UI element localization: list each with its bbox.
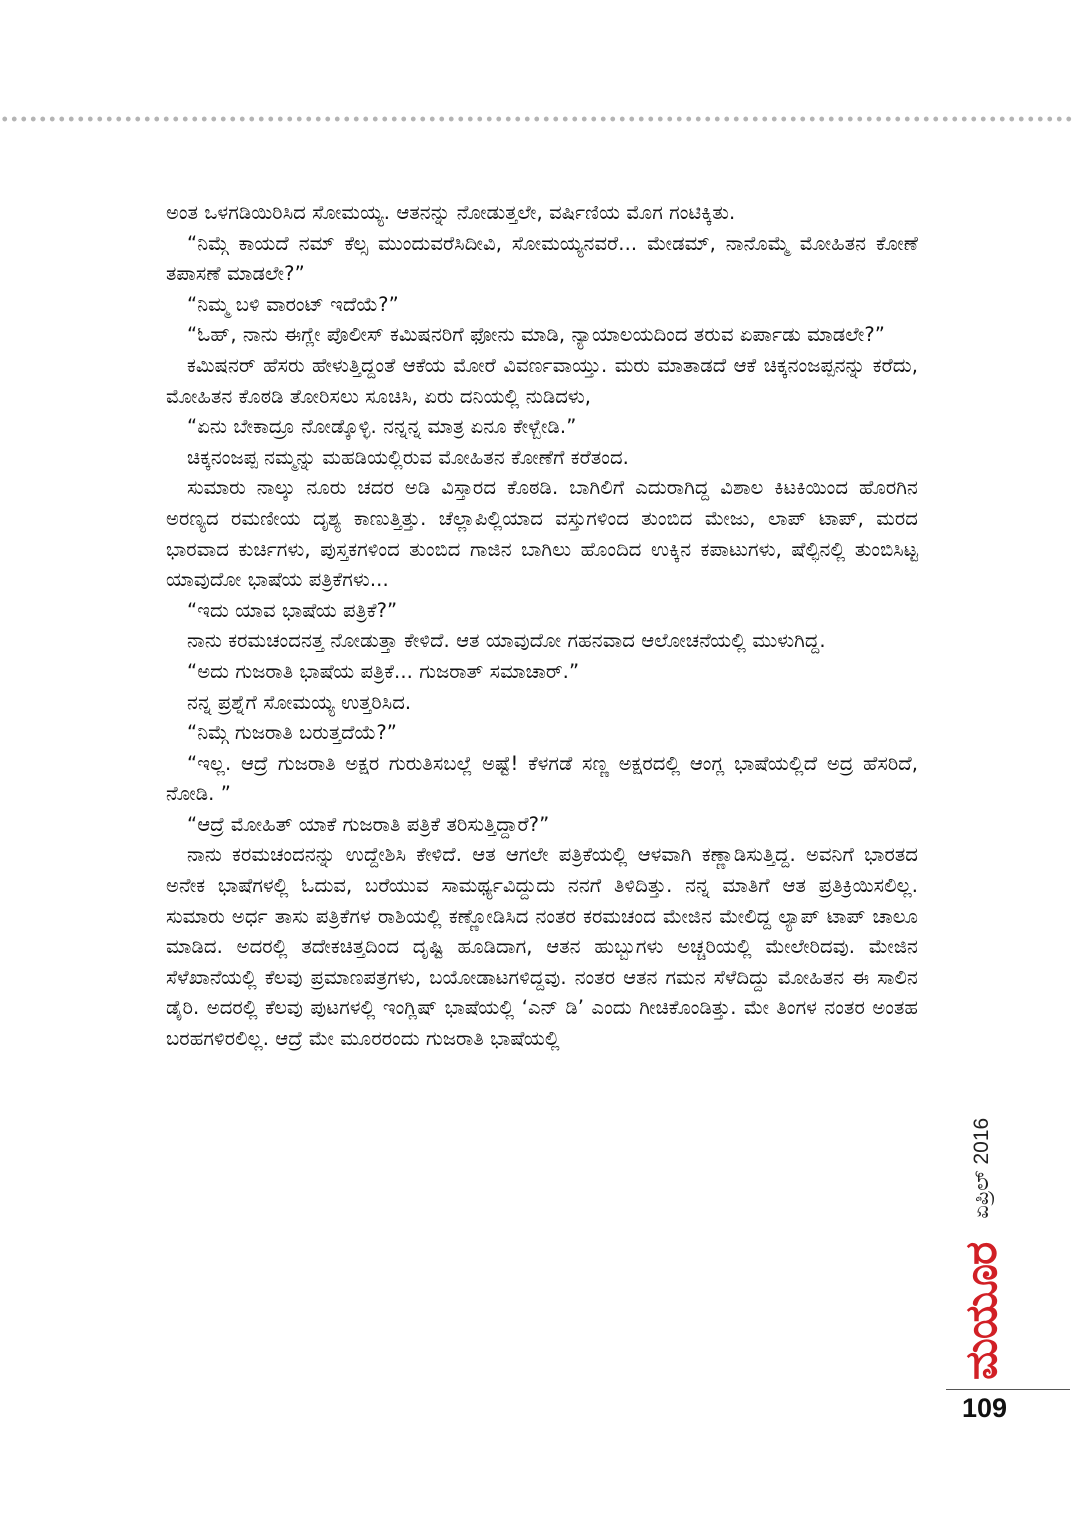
paragraph-15: “ಆದ್ರೆ ಮೋಹಿತ್ ಯಾಕೆ ಗುಜರಾತಿ ಪತ್ರಿಕೆ ತರಿಸುತ್ತಿದ್ದಾರೆ?” [187, 812, 550, 836]
magazine-name: ಮಯೂರ [956, 1242, 1007, 1380]
paragraph-4: “ಓಹ್, ನಾನು ಈಗ್ಲೇ ಪೊಲೀಸ್ ಕಮಿಷನರಿಗೆ ಫೋನು ಮಾಡಿ, ನ್ಯಾಯಾಲಯದಿಂದ ತರುವ ಏರ್ಪಾಡು ಮಾಡಲೇ?” [187, 323, 885, 347]
paragraph-6: “ಏನು ಬೇಕಾದ್ರೂ ನೋಡ್ಕೊಳ್ಳಿ. ನನ್ನನ್ನ ಮಾತ್ರ ಏನೂ ಕೇಳ್ಬೇಡಿ.” [187, 415, 577, 439]
paragraph-13: “ನಿಮ್ಗೆ ಗುಜರಾತಿ ಬರುತ್ತದೆಯೆ?” [187, 721, 397, 745]
paragraph-12: ನನ್ನ ಪ್ರಶ್ನೆಗೆ ಸೋಮಯ್ಯ ಉತ್ತರಿಸಿದ. [187, 690, 412, 714]
paragraph-8: ಸುಮಾರು ನಾಲ್ಕು ನೂರು ಚದರ ಅಡಿ ವಿಸ್ತಾರದ ಕೊಠಡಿ. ಬಾಗಿಲಿಗೆ ಎದುರಾಗಿದ್ದ ವಿಶಾಲ ಕಿಟಕಿಯಿಂದ ಹೊರಗಿನ ಅರಣ್ಯದ ರಮಣೀಯ ದೃಶ್ಯ ಕಾಣುತ್ತಿತ್ತು. ಚೆಲ್ಲಾಪಿಲ್ಲಿಯಾದ ವಸ್ತುಗಳಿಂದ ತುಂಬಿದ ಮೇಜು, ಲಾಪ್ ಟಾಪ್, ಮರದ ಭಾರವಾದ ಕುರ್ಚಿಗಳು, ಪುಸ್ತಕಗಳಿಂದ ತುಂಬಿದ ಗಾಜಿನ ಬಾಗಿಲು ಹೊಂದಿದ ಉಕ್ಕಿನ ಕಪಾಟುಗಳು, ಷೆಲ್ಫಿನಲ್ಲಿ ತುಂಬಿಸಿಟ್ಟ ಯಾವುದೋ ಭಾಷೆಯ ಪತ್ರಿಕೆಗಳು... [166, 476, 918, 592]
page-number-rule [946, 1389, 1070, 1390]
paragraph-7: ಚಿಕ್ಕನಂಜಪ್ಪ ನಮ್ಮನ್ನು ಮಹಡಿಯಲ್ಲಿರುವ ಮೋಹಿತನ ಕೋಣೆಗೆ ಕರೆತಂದ. [187, 445, 629, 469]
page-number: 109 [962, 1393, 1008, 1423]
dotted-header-rule [0, 116, 1072, 122]
paragraph-1: ಅಂತ ಒಳಗಡಿಯಿರಿಸಿದ ಸೋಮಯ್ಯ. ಆತನನ್ನು ನೋಡುತ್ತಲೇ, ವರ್ಷಿಣಿಯ ಮೊಗ ಗಂಟಿಕ್ಕಿತು. [166, 201, 736, 224]
article-body [166, 198, 918, 1055]
magazine-side-label [952, 980, 1012, 1380]
paragraph-10: ನಾನು ಕರಮಚಂದನತ್ತ ನೋಡುತ್ತಾ ಕೇಳಿದೆ. ಆತ ಯಾವುದೋ ಗಹನವಾದ ಆಲೋಚನೆಯಲ್ಲಿ ಮುಳುಗಿದ್ದ. [187, 629, 826, 653]
paragraph-14: “ಇಲ್ಲ. ಆದ್ರೆ ಗುಜರಾತಿ ಅಕ್ಷರ ಗುರುತಿಸಬಲ್ಲೆ ಅಷ್ಟೆ! ಕೆಳಗಡೆ ಸಣ್ಣ ಅಕ್ಷರದಲ್ಲಿ ಆಂಗ್ಲ ಭಾಷೆಯಲ್ಲಿದೆ ಅದ್ರ ಹೆಸರಿದೆ, ನೋಡಿ. ” [166, 751, 918, 806]
issue-date: ಏಪ್ರಿಲ್ 2016 [970, 1117, 993, 1219]
paragraph-16: ನಾನು ಕರಮಚಂದನನ್ನು ಉದ್ದೇಶಿಸಿ ಕೇಳಿದೆ. ಆತ ಆಗಲೇ ಪತ್ರಿಕೆಯಲ್ಲಿ ಆಳವಾಗಿ ಕಣ್ಣಾಡಿಸುತ್ತಿದ್ದ. ಅವನಿಗೆ ಭಾರತದ ಅನೇಕ ಭಾಷೆಗಳಲ್ಲಿ ಓದುವ, ಬರೆಯುವ ಸಾಮರ್ಥ್ಯವಿದ್ದುದು ನನಗೆ ತಿಳಿದಿತ್ತು. ನನ್ನ ಮಾತಿಗೆ ಆತ ಪ್ರತಿಕ್ರಿಯಿಸಲಿಲ್ಲ. ಸುಮಾರು ಅರ್ಧ ತಾಸು ಪತ್ರಿಕೆಗಳ ರಾಶಿಯಲ್ಲಿ ಕಣ್ಣೋಡಿಸಿದ ನಂತರ ಕರಮಚಂದ ಮೇಜಿನ ಮೇಲಿದ್ದ ಲ್ಯಾಪ್ ಟಾಪ್ ಚಾಲೂ ಮಾಡಿದ. ಅದರಲ್ಲಿ ತದೇಕಚಿತ್ತದಿಂದ ದೃಷ್ಟಿ ಹೂಡಿದಾಗ, ಆತನ ಹುಬ್ಬುಗಳು ಅಚ್ಚರಿಯಲ್ಲಿ ಮೇಲೇರಿದವು. ಮೇಜಿನ ಸೆಳೆಖಾನೆಯಲ್ಲಿ ಕೆಲವು ಪ್ರಮಾಣಪತ್ರಗಳು, ಬಯೋಡಾಟಗಳಿದ್ದವು. ನಂತರ ಆತನ ಗಮನ ಸೆಳೆದಿದ್ದು ಮೋಹಿತನ ಈ ಸಾಲಿನ ಡೈರಿ. ಅದರಲ್ಲಿ ಕೆಲವು ಪುಟಗಳಲ್ಲಿ ಇಂಗ್ಲಿಷ್ ಭಾಷೆಯಲ್ಲಿ ‘ಎನ್ ಡಿ’ ಎಂದು ಗೀಚಿಕೊಂಡಿತ್ತು. ಮೇ ತಿಂಗಳ ನಂತರ ಅಂತಹ ಬರಹಗಳಿರಲಿಲ್ಲ. ಆದ್ರೆ ಮೇ ಮೂರರಂದು ಗುಜರಾತಿ ಭಾಷೆಯಲ್ಲಿ [166, 843, 918, 1051]
paragraph-11: “ಅದು ಗುಜರಾತಿ ಭಾಷೆಯ ಪತ್ರಿಕೆ... ಗುಜರಾತ್ ಸಮಾಚಾರ್.” [187, 659, 580, 683]
paragraph-3: “ನಿಮ್ಮ ಬಳಿ ವಾರಂಟ್ ಇದೆಯೆ?” [187, 292, 399, 316]
paragraph-5: ಕಮಿಷನರ್ ಹೆಸರು ಹೇಳುತ್ತಿದ್ದಂತೆ ಆಕೆಯ ಮೋರೆ ವಿವರ್ಣವಾಯ್ತು. ಮರು ಮಾತಾಡದೆ ಆಕೆ ಚಿಕ್ಕನಂಜಪ್ಪನನ್ನು ಕರೆದು, ಮೋಹಿತನ ಕೊಠಡಿ ತೋರಿಸಲು ಸೂಚಿಸಿ, ಏರು ದನಿಯಲ್ಲಿ ನುಡಿದಳು, [166, 353, 918, 408]
paragraph-2: “ನಿಮ್ಗೆ ಕಾಯದೆ ನಮ್ ಕೆಲ್ಸ ಮುಂದುವರೆಸಿದೀವಿ, ಸೋಮಯ್ಯನವರೆ... ಮೇಡಮ್, ನಾನೊಮ್ಮೆ ಮೋಹಿತನ ಕೋಣೆ ತಪಾಸಣೆ ಮಾಡಲೇ?” [166, 231, 918, 286]
paragraph-9: “ಇದು ಯಾವ ಭಾಷೆಯ ಪತ್ರಿಕೆ?” [187, 598, 398, 622]
